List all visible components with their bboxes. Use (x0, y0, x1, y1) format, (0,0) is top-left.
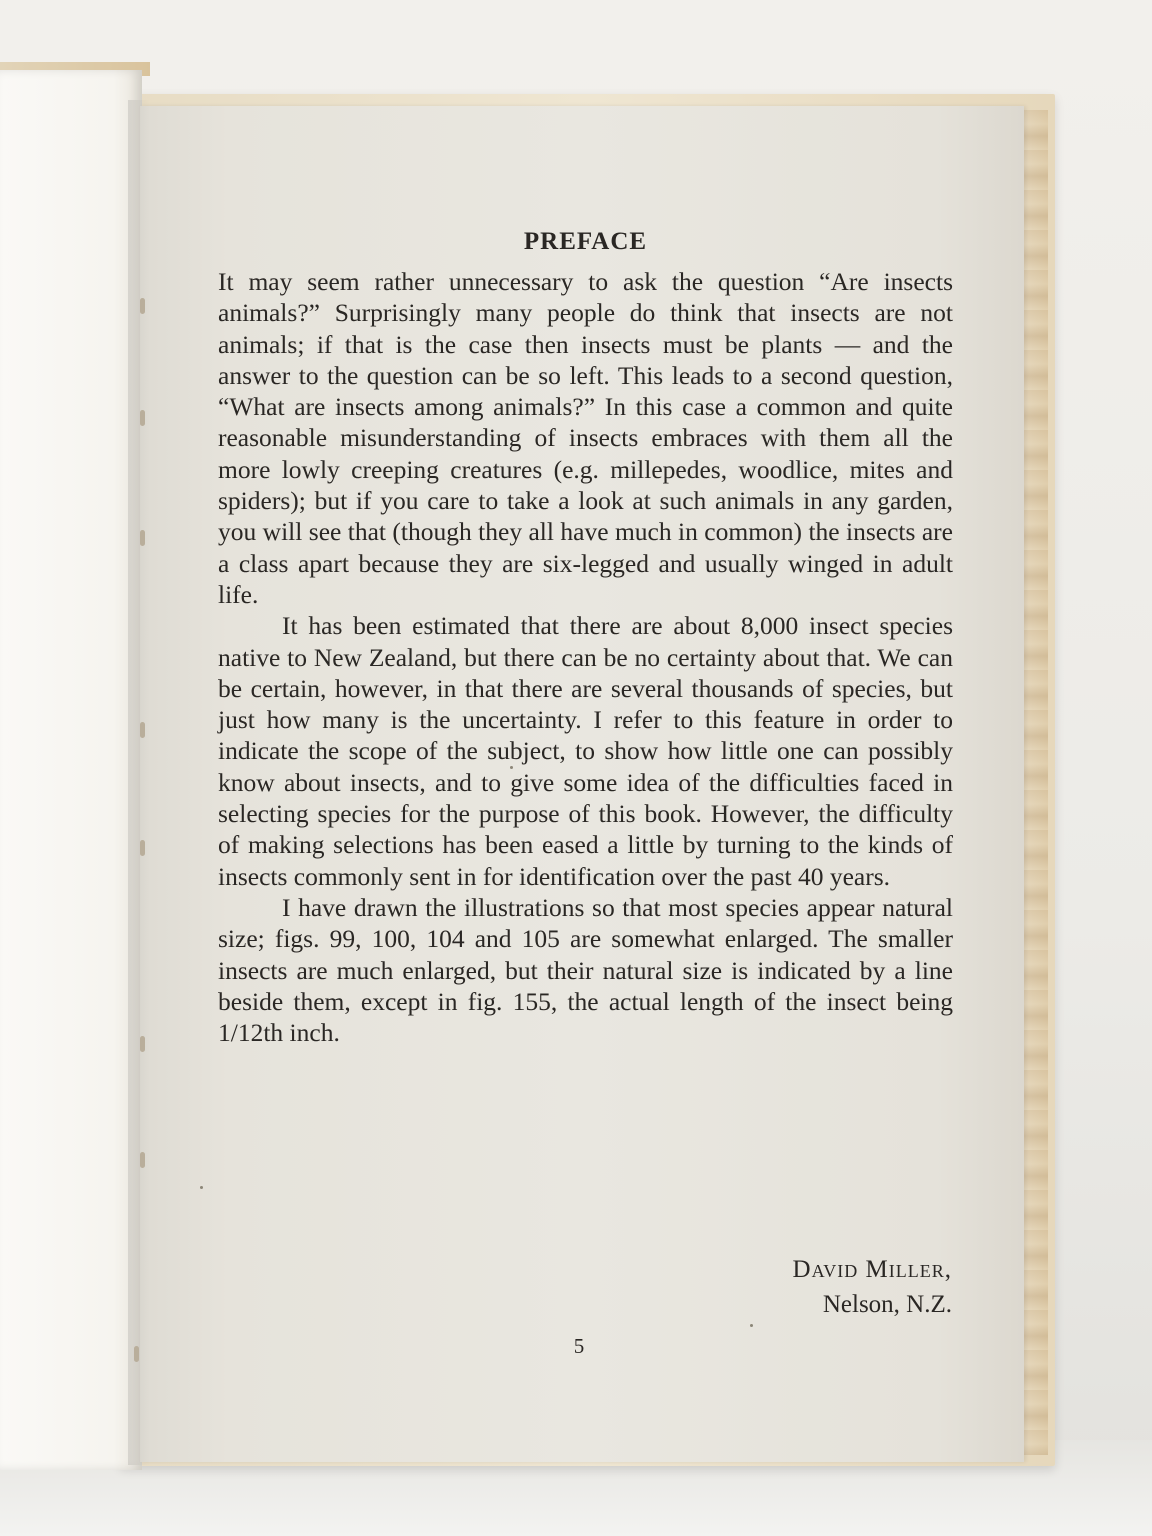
spine-gutter (128, 100, 150, 1465)
left-page (0, 70, 142, 1470)
binding-stitch (140, 1152, 145, 1168)
author-signature (793, 1252, 952, 1322)
binding-stitch (140, 840, 145, 856)
binding-stitch (140, 530, 145, 546)
binding-stitch (140, 722, 145, 738)
paragraph-2: It has been estimated that there are about 8,000 insect species native to New Zealand, but there can be no certainty about that. We can be certain, however, in that there are several thousands of species, but just how many is the uncertainty. I refer to this feature in order to indicate the scope of the subject, to show how little one can possibly know about insects, and to give some idea of the difficulties faced in selecting species for the purpose of this book. However, the difficulty of making selections has been eased a little by turning to the kinds of insects commonly sent in for identification over the past 40 years. (218, 611, 953, 891)
paper-speck (750, 1324, 753, 1327)
paragraph-1: It may seem rather unnecessary to ask the question “Are insects animals?” Surprisingly many people do think that insects are not animals; if that is the case then insects must be plants — and the answer to the question can be so left. This leads to a second question, “What are insects among animals?” In this case a common and quite reasonable misunderstanding of insects embraces with them all the more lowly creeping creatures (e.g. millepedes, woodlice, mites and spiders); but if you care to take a look at such animals in any garden, you will see that (though they all have much in common) the insects are a class apart because they are six-legged and usually winged in adult life. (218, 267, 953, 609)
author-location: Nelson, N.Z. (822, 1291, 952, 1318)
page-title: PREFACE (523, 228, 648, 255)
preface-text-block (218, 228, 953, 1048)
binding-stitch (140, 410, 145, 426)
page-number: 5 (573, 1334, 585, 1358)
binding-stitch (134, 1346, 139, 1362)
paper-speck (200, 1186, 203, 1189)
author-name: David Miller, (792, 1256, 952, 1283)
binding-stitch (140, 1036, 145, 1052)
binding-stitch (140, 298, 145, 314)
paragraph-3: I have drawn the illustrations so that most species appear natural size; figs. 99, 100, 104 and 105 are somewhat enlarged. The smaller insects are much enlarged, but their natural size is indicated by a line beside them, except in fig. 155, the actual length of the insect being 1/12th inch. (218, 892, 953, 1048)
